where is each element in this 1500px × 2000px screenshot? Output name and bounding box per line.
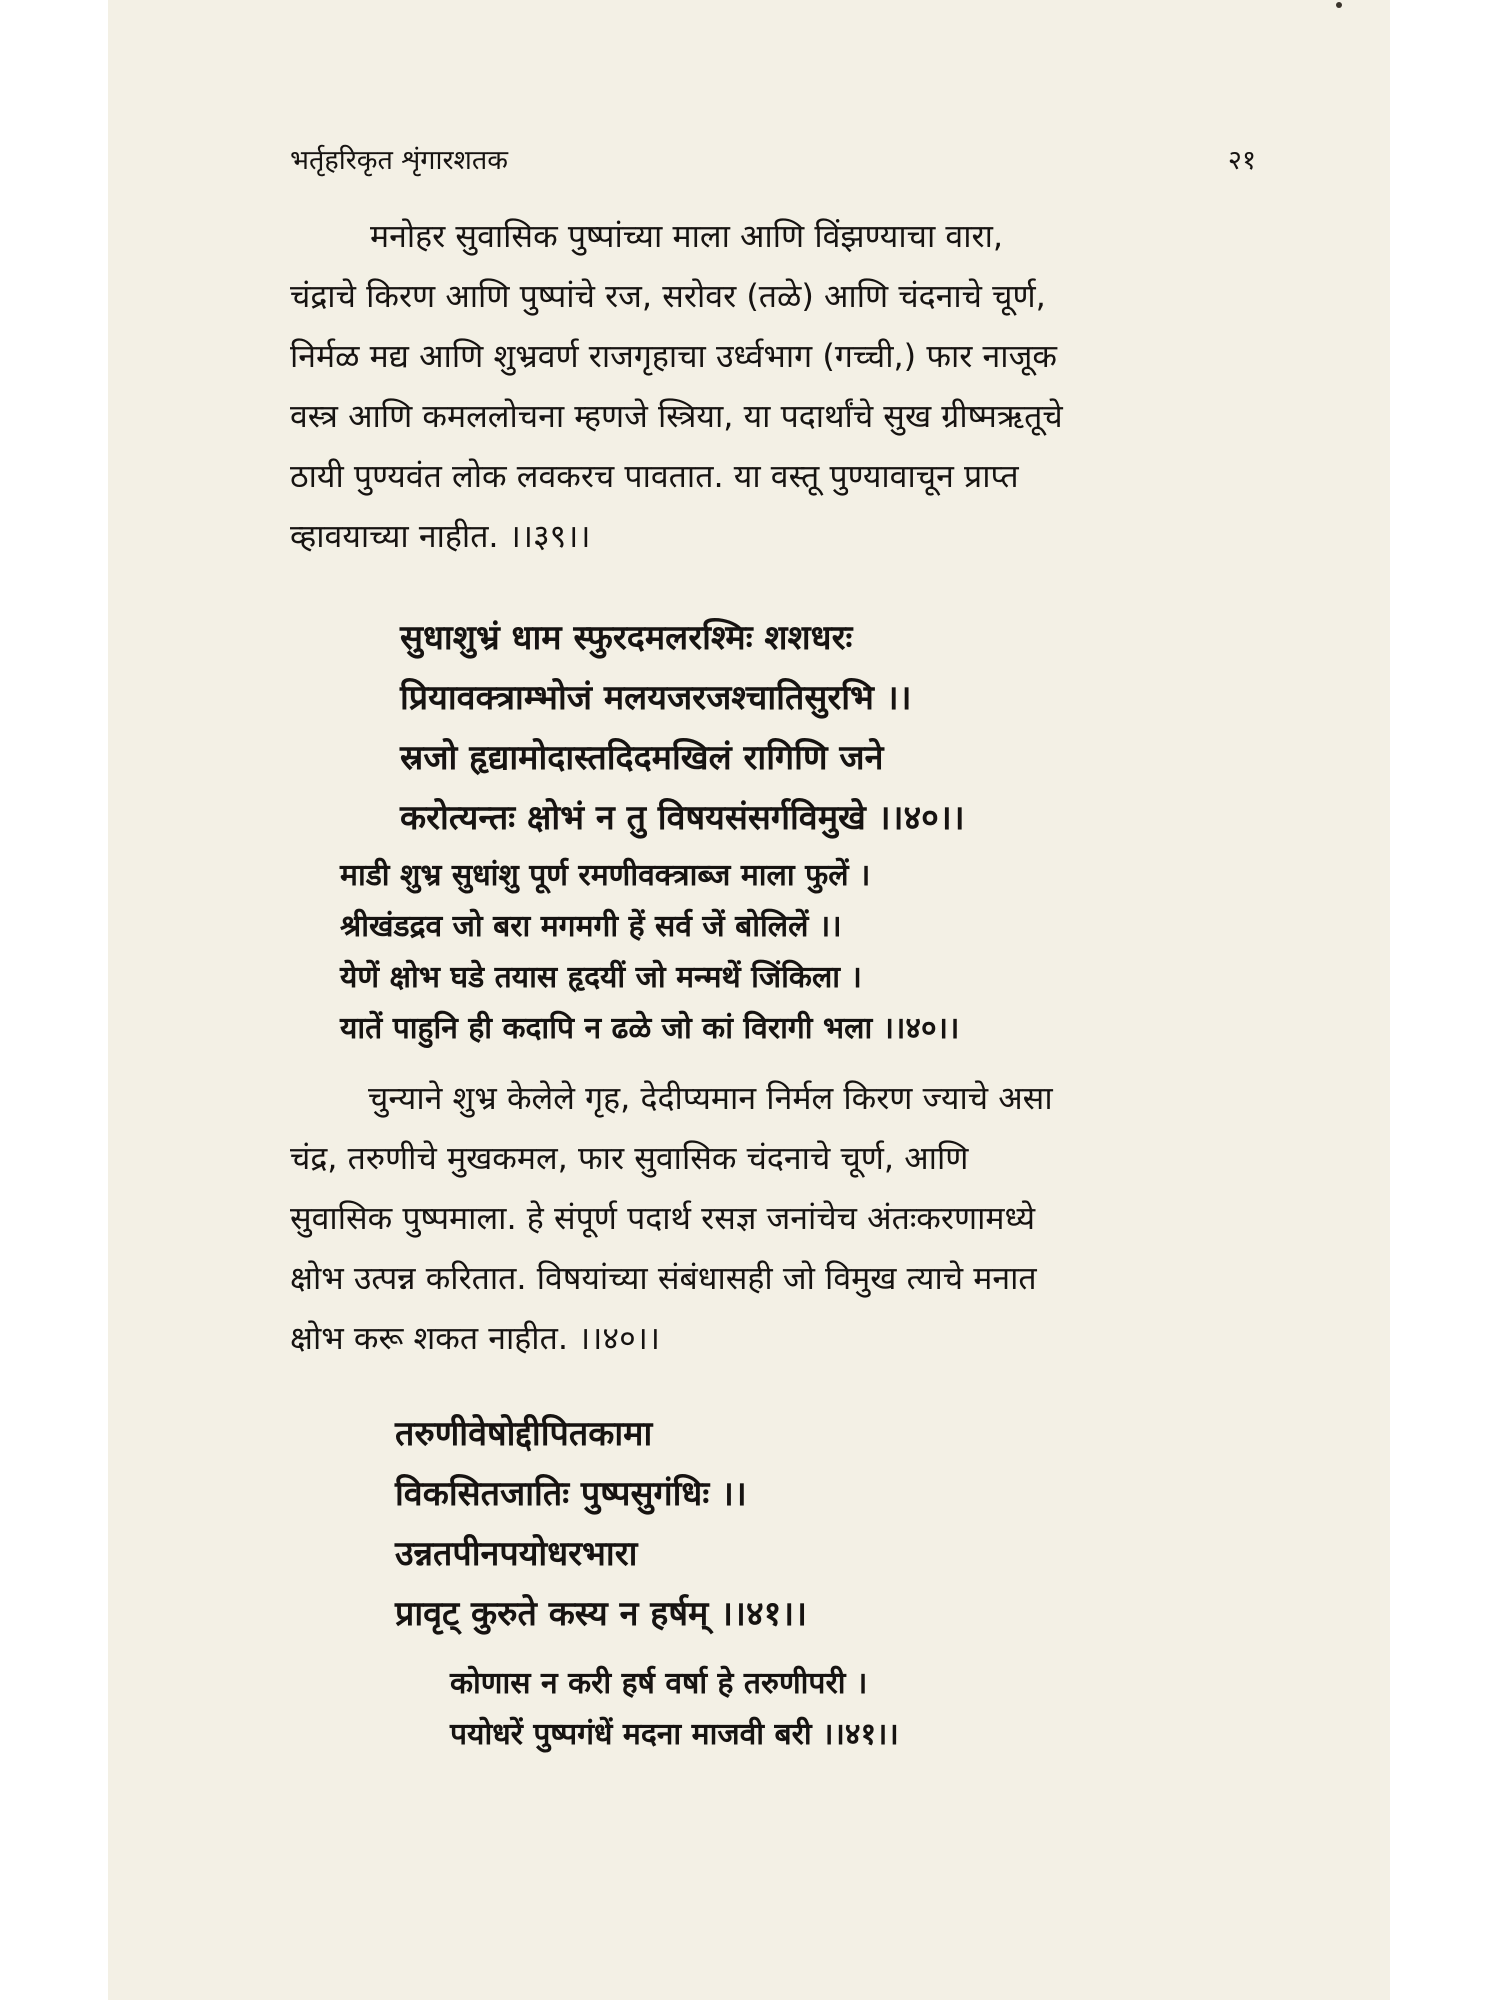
running-head: भर्तृहरिकृत शृंगारशतक: [290, 145, 508, 176]
text-line: चंद्र, तरुणीचे मुखकमल, फार सुवासिक चंदनाचे चूर्ण, आणि: [290, 1139, 969, 1177]
page-header: [290, 140, 1256, 180]
text-line: चंद्राचे किरण आणि पुष्पांचे रज, सरोवर (तळे) आणि चंदनाचे चूर्ण,: [290, 277, 1046, 315]
verse-line: सुधाशुभ्रं धाम स्फुरदमलरश्मिः शशधरः: [400, 618, 853, 658]
page-number: २१: [1227, 145, 1256, 176]
verse-line: येणें क्षोभ घडे तयास हृदयीं जो मन्मथें जिंकिला ।: [340, 960, 862, 995]
text-line: सुवासिक पुष्पमाला. हे संपूर्ण पदार्थ रसज्ञ जनांचेच अंतःकरणामध्ये: [290, 1199, 1036, 1237]
text-line: क्षोभ करू शकत नाहीत. ।।४०।।: [290, 1319, 660, 1357]
marathi-verse-40: [340, 850, 959, 1054]
sanskrit-verse-41: [395, 1404, 807, 1644]
verse-line: कोणास न करी हर्ष वर्षा हे तरुणीपरी ।: [450, 1666, 868, 1701]
marathi-verse-41: [450, 1658, 899, 1760]
text-line: मनोहर सुवासिक पुष्पांच्या माला आणि विंझण्याचा वारा,: [370, 217, 1004, 255]
verse-line: उन्नतपीनपयोधरभारा: [395, 1534, 638, 1574]
text-line: क्षोभ उत्पन्न करितात. विषयांच्या संबंधासही जो विमुख त्याचे मनात: [290, 1259, 1037, 1297]
text-line: ठायी पुण्यवंत लोक लवकरच पावतात. या वस्तू पुण्यावाचून प्राप्त: [290, 457, 1019, 495]
verse-line: प्रियावक्त्राम्भोजं मलयजरजश्चातिसुरभि ।।: [400, 678, 912, 718]
verse-line: यातें पाहुनि ही कदापि न ढळे जो कां विरागी भला ।।४०।।: [340, 1011, 960, 1046]
verse-line: तरुणीवेषोद्दीपितकामा: [395, 1414, 653, 1454]
verse-line: स्रजो हृद्यामोदास्तदिदमखिलं रागिणि जने: [400, 738, 884, 778]
text-line: चुन्याने शुभ्र केलेले गृह, देदीप्यमान निर्मल किरण ज्याचे असा: [368, 1079, 1053, 1117]
ink-speck: [1336, 2, 1342, 8]
verse-line: करोत्यन्तः क्षोभं न तु विषयसंसर्गविमुखे ।।४०।।: [400, 798, 965, 838]
text-line: वस्त्र आणि कमललोचना म्हणजे स्त्रिया, या पदार्थांचे सुख ग्रीष्मऋतूचे: [290, 397, 1063, 435]
commentary-39: [290, 206, 1256, 566]
verse-line: माडी शुभ्र सुधांशु पूर्ण रमणीवक्त्राब्ज माला फुलें ।: [340, 858, 871, 893]
text-line: निर्मळ मद्य आणि शुभ्रवर्ण राजगृहाचा उर्ध्वभाग (गच्ची,) फार नाजूक: [290, 337, 1057, 375]
verse-line: पयोधरें पुष्पगंधें मदना माजवी बरी ।।४१।।: [450, 1717, 899, 1752]
verse-line: प्रावृट् कुरुते कस्य न हर्षम् ।।४१।।: [395, 1594, 808, 1634]
text-line: व्हावयाच्या नाहीत. ।।३९।।: [290, 517, 591, 555]
sanskrit-verse-40: [400, 608, 965, 848]
verse-line: श्रीखंडद्रव जो बरा मगमगी हें सर्व जें बोलिलें ।।: [340, 909, 842, 944]
commentary-40: [290, 1068, 1256, 1368]
verse-line: विकसितजातिः पुष्पसुगंधिः ।।: [395, 1474, 747, 1514]
